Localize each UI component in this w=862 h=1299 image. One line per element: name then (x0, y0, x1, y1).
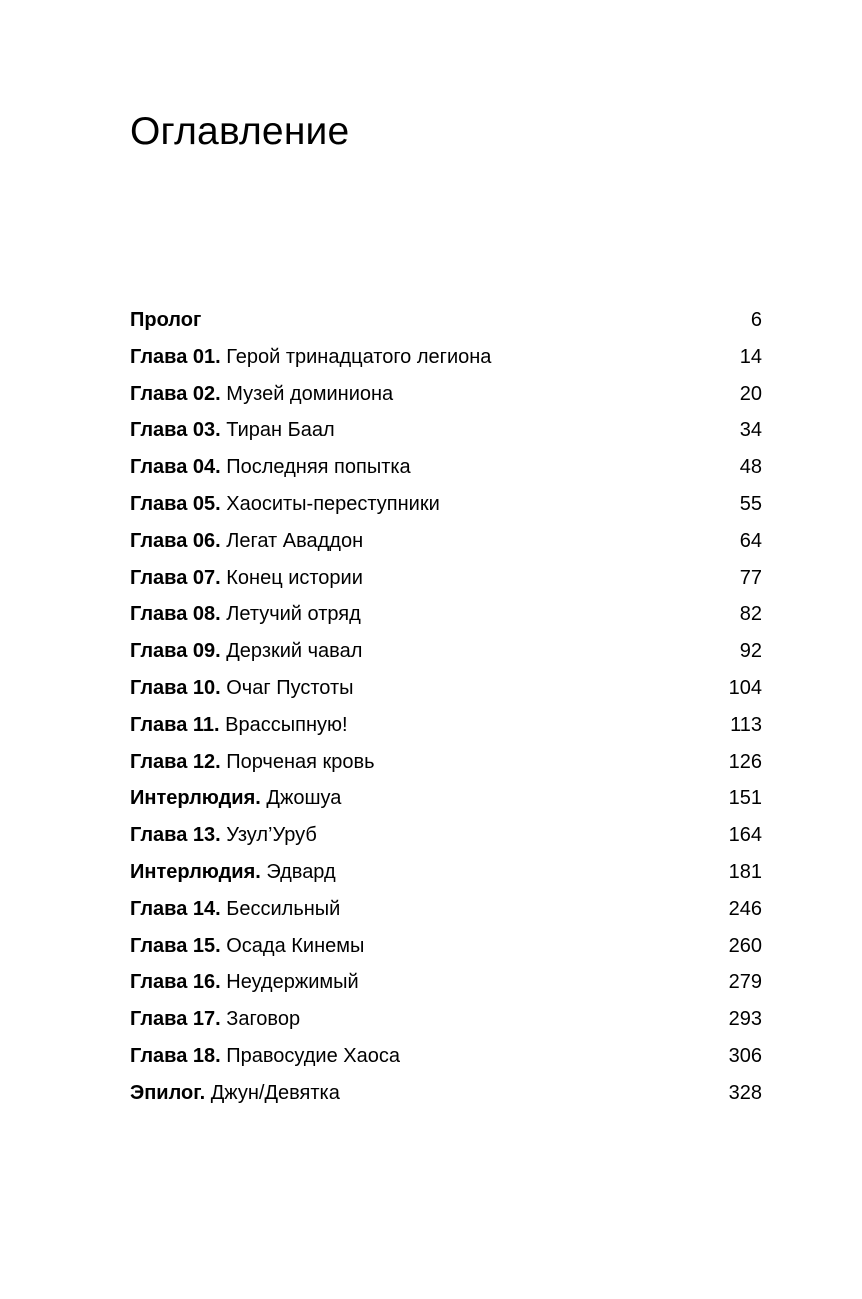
toc-entry-page: 181 (728, 860, 762, 883)
toc-entry (130, 707, 762, 744)
toc-entry-label: Пролог (130, 309, 202, 331)
toc-entry-name: Последняя попытка (226, 456, 411, 479)
toc-entry-name: Узул’Уруб (226, 824, 317, 847)
toc-entry-name: Тиран Баал (226, 419, 335, 442)
toc-entry-name: Бессильный (226, 897, 341, 920)
toc-entry (130, 596, 762, 633)
toc-entry-label: Глава 14. (130, 897, 221, 920)
toc-entry-label: Эпилог. (130, 1081, 206, 1104)
toc-entry-name: Герой тринадцатого легиона (226, 345, 492, 368)
toc-entry-label: Глава 08. (130, 603, 221, 626)
toc-entry-label: Глава 11. (130, 713, 220, 736)
toc-entry-name: Конец истории (226, 566, 363, 589)
toc-entry-page: 306 (728, 1044, 762, 1067)
toc-entry-page: 64 (739, 529, 762, 552)
toc-entry-name: Эдвард (266, 860, 336, 883)
toc-entry-page: 34 (739, 419, 762, 442)
toc-entry (130, 1075, 762, 1112)
toc-entry (130, 302, 762, 339)
toc-entry-name: Хаоситы-переступники (226, 492, 440, 515)
toc-entry-label: Глава 04. (130, 456, 221, 479)
toc-entry-label: Глава 02. (130, 382, 221, 405)
toc-entry (130, 560, 762, 597)
toc-entry-page: 104 (728, 676, 762, 699)
toc-entry-page: 260 (728, 934, 762, 957)
toc-entry-label: Глава 10. (130, 676, 221, 699)
toc-entry-label: Глава 05. (130, 492, 221, 515)
toc-entry (130, 486, 762, 523)
toc-entry-name: Порченая кровь (226, 750, 375, 773)
toc-entry-page: 113 (730, 713, 762, 736)
toc-entry-name: Музей доминиона (226, 382, 394, 405)
toc-entry-page: 328 (728, 1081, 762, 1104)
toc-entry-name: Джошуа (266, 787, 342, 810)
toc-entry-label: Глава 18. (130, 1044, 221, 1067)
toc-entry-page: 293 (728, 1008, 762, 1031)
toc-entry-name: Летучий отряд (226, 603, 361, 626)
toc-entry-label: Интерлюдия. (130, 860, 261, 883)
toc-entry-page: 6 (750, 309, 762, 331)
toc-entry (130, 412, 762, 449)
toc-entry (130, 964, 762, 1001)
toc-entry (130, 817, 762, 854)
toc-entry (130, 449, 762, 486)
toc-entry-label: Интерлюдия. (130, 787, 261, 810)
toc-entry-page: 48 (739, 456, 762, 479)
toc-entry-page: 82 (739, 603, 762, 626)
toc-entry-page: 55 (739, 492, 762, 515)
toc-entry-label: Глава 15. (130, 934, 221, 957)
toc-entry (130, 670, 762, 707)
toc-entry-label: Глава 09. (130, 640, 221, 663)
toc-entry-label: Глава 03. (130, 419, 221, 442)
toc-entry (130, 339, 762, 376)
toc-entry-page: 126 (728, 750, 762, 773)
toc-entry-name: Осада Кинемы (226, 934, 365, 957)
toc-entry-name: Правосудие Хаоса (226, 1044, 400, 1067)
toc-entry-label: Глава 06. (130, 529, 221, 552)
toc-entry (130, 523, 762, 560)
toc-entry-label: Глава 17. (130, 1008, 221, 1031)
toc-entry (130, 1038, 762, 1075)
toc-entry-name: Заговор (226, 1008, 301, 1031)
toc-entry (130, 854, 762, 891)
toc-entry (130, 891, 762, 928)
toc-entry-label: Глава 01. (130, 345, 221, 368)
toc-entry (130, 376, 762, 413)
toc-entry-page: 92 (739, 640, 762, 663)
toc-entry (130, 780, 762, 817)
page-title: Оглавление (130, 110, 350, 153)
toc-entry-label: Глава 16. (130, 971, 221, 994)
toc-entry-label: Глава 07. (130, 566, 221, 589)
toc-entry-label: Глава 12. (130, 750, 221, 773)
toc-entry (130, 744, 762, 781)
toc-list (130, 302, 762, 1112)
toc-entry-name: Неудержимый (226, 971, 359, 994)
toc-entry-page: 14 (739, 345, 762, 368)
toc-entry-page: 20 (739, 382, 762, 405)
toc-entry-name: Легат Аваддон (226, 529, 364, 552)
toc-entry-label: Глава 13. (130, 824, 221, 847)
toc-entry-page: 77 (739, 566, 762, 589)
toc-entry-page: 151 (728, 787, 762, 810)
toc-entry (130, 633, 762, 670)
toc-entry-page: 246 (728, 897, 762, 920)
toc-entry-name: Джун/Девятка (210, 1081, 340, 1104)
toc-entry-page: 164 (728, 824, 762, 847)
toc-entry-name: Врассыпную! (225, 713, 348, 736)
toc-entry (130, 1001, 762, 1038)
toc-entry-page: 279 (728, 971, 762, 994)
toc-entry-name: Дерзкий чавал (226, 640, 363, 663)
toc-entry (130, 928, 762, 965)
toc-entry-name: Очаг Пустоты (226, 676, 354, 699)
